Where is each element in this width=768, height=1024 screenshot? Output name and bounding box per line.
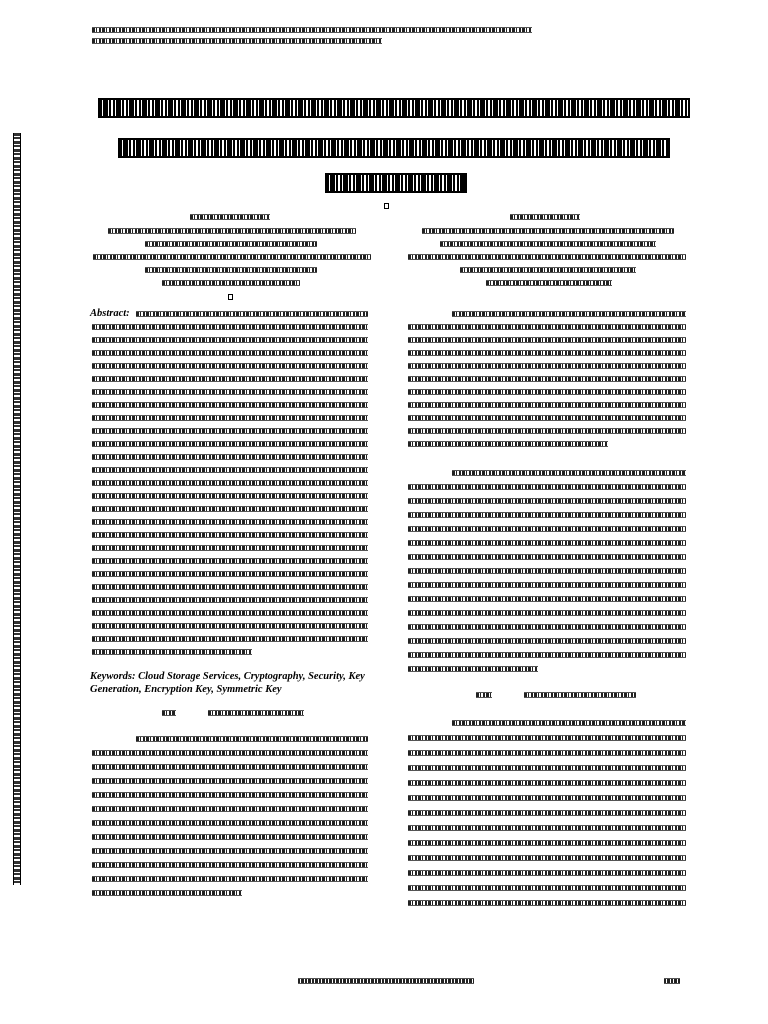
- author-right-affil-5: [486, 280, 612, 286]
- abstract-label: Abstract:: [90, 308, 130, 319]
- author-left-marker: [228, 294, 233, 300]
- section-2-number: [476, 692, 492, 698]
- section-1-number: [162, 710, 176, 716]
- author-left-affil-3: [93, 254, 371, 260]
- author-right-affil-3: [408, 254, 686, 260]
- author-left-affil-5: [162, 280, 300, 286]
- header-line-2: [92, 38, 382, 44]
- section-1-heading: [208, 710, 304, 716]
- author-right-affil-2: [440, 241, 656, 247]
- title-line-2: [118, 138, 670, 158]
- title-line-3: [325, 173, 467, 193]
- author-right-affil-4: [460, 267, 636, 273]
- author-left-affil-1: [108, 228, 356, 234]
- header-line-1: [92, 27, 532, 33]
- keywords: Keywords: Cloud Storage Services, Cryptography, Security, Key Generation, Encryption Key, Symmetric Key: [90, 671, 365, 695]
- footer-page-number: [664, 978, 680, 984]
- footer-journal-line: [298, 978, 474, 984]
- title-line-1: [98, 98, 690, 118]
- vertical-margin-text: [13, 133, 21, 885]
- author-left-name: [190, 214, 270, 220]
- author-right-affil-1: [422, 228, 674, 234]
- author-left-affil-2: [145, 241, 317, 247]
- title-marker: [384, 203, 389, 209]
- author-left-affil-4: [145, 267, 317, 273]
- author-right-name: [510, 214, 580, 220]
- section-2-heading: [524, 692, 636, 698]
